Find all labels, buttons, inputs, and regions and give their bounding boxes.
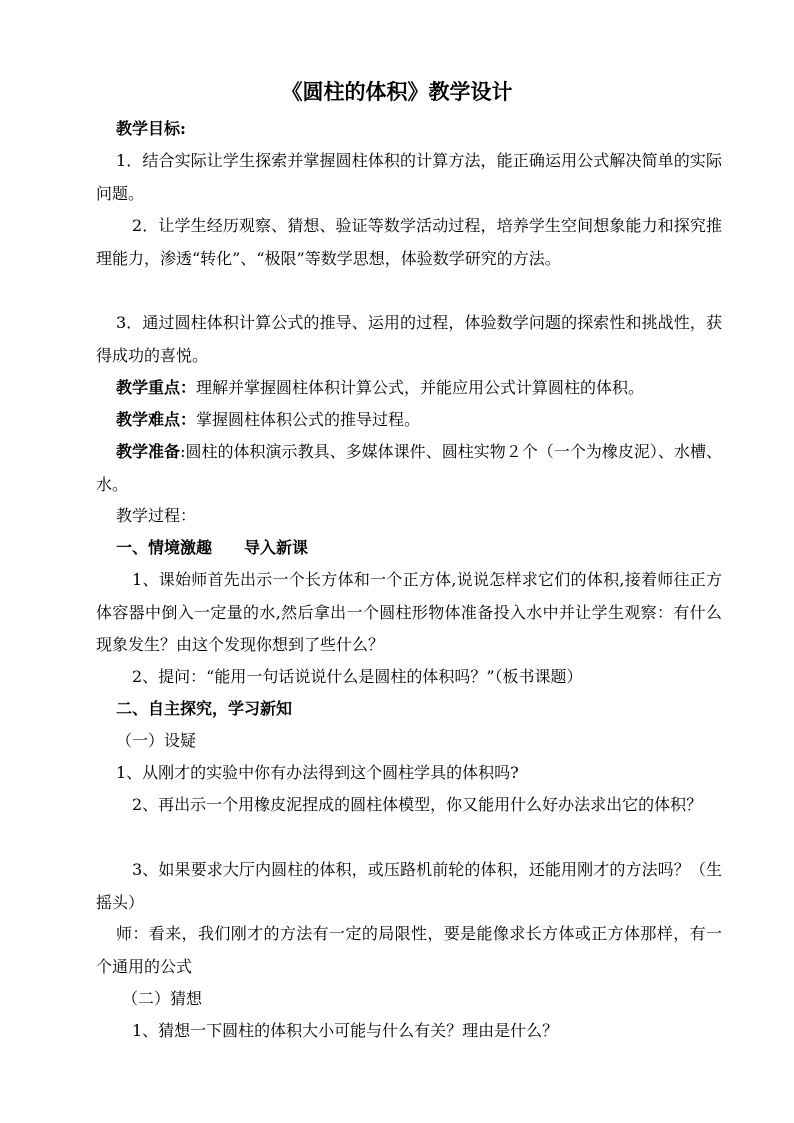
objectives-heading: 教学目标:: [116, 119, 186, 138]
objective-2: 2．让学生经历观察、猜想、验证等数学活动过程，培养学生空间想象能力和探究推理能力，渗透“转化”、“极限”等数学思想，体验数学研究的方法。: [96, 216, 722, 268]
key-point-text: 理解并掌握圆柱体积计算公式，并能应用公式计算圆柱的体积。: [196, 378, 645, 397]
difficulty: [96, 404, 722, 437]
preparation-label: 教学准备: [116, 442, 181, 461]
question-2: 2、再出示一个用橡皮泥捏成的圆柱体模型，你又能用什么好办法求出它的体积？: [132, 795, 703, 814]
section-1-item-2: 2、提问：“能用一句话说说什么是圆柱的体积吗？”（板书课题）: [132, 667, 583, 686]
section-2-heading: 二、自主探究，学习新知: [116, 699, 293, 718]
preparation: [96, 436, 722, 501]
question-1: 1、从刚才的实验中你有办法得到这个圆柱学具的体积吗?: [116, 763, 519, 782]
objective-3: 3．通过圆柱体积计算公式的推导、运用的过程，体验数学问题的探索性和挑战性，获得成功的喜悦。: [96, 313, 722, 365]
key-point: [96, 372, 722, 405]
section-1-heading: 一、情境激趣 导入新课: [116, 538, 309, 557]
key-point-label: 教学重点：: [116, 378, 197, 397]
process-heading: 教学过程：: [116, 506, 197, 525]
teacher-remark: 师：看来，我们刚才的方法有一定的局限性，要是能像求长方体或正方体那样，有一个通用的公式: [96, 924, 722, 976]
section-1-item-1: 1、课始师首先出示一个长方体和一个正方体,说说怎样求它们的体积,接着师往正方体容器中倒入一定量的水,然后拿出一个圆柱形物体准备投入水中并让学生观察：有什么现象发生？由这个发现你想到了些什么？: [96, 570, 722, 654]
subsection-1-heading: （一）设疑: [116, 731, 197, 750]
guess-1: 1、猜想一下圆柱的体积大小可能与什么有关？理由是什么？: [132, 1021, 559, 1040]
difficulty-text: 掌握圆柱体积公式的推导过程。: [196, 410, 421, 429]
objective-1: 1．结合实际让学生探索并掌握圆柱体积的计算方法，能正确运用公式解决简单的实际问题。: [96, 151, 722, 203]
question-3: 3、如果要求大厅内圆柱的体积，或压路机前轮的体积，还能用刚才的方法吗？（生摇头）: [96, 860, 722, 912]
document-title: 《圆柱的体积》教学设计: [281, 79, 513, 104]
subsection-2-heading: （二）猜想: [122, 989, 203, 1008]
difficulty-label: 教学难点：: [116, 410, 197, 429]
preparation-text: :圆柱的体积演示教具、多媒体课件、圆柱实物２个（一个为橡皮泥）、水槽、水。: [96, 442, 722, 494]
